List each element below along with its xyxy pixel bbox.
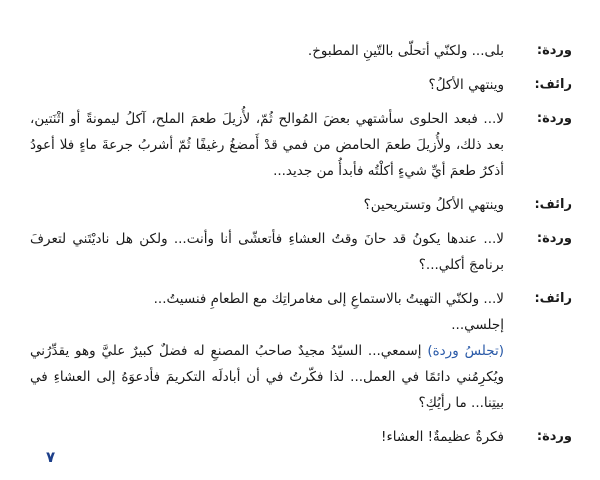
speaker-label: رائف: (534, 77, 572, 92)
dialogue-line (30, 286, 572, 416)
dialogue-line (30, 38, 572, 64)
speech-text: لا... ولكنّي التهيتُ بالاستماعِ إلى مغامراتِك مع الطعامِ فنسيتُ... (153, 291, 504, 307)
speech-text: وينتهي الأكلُ؟ (428, 77, 504, 93)
speech-text: فكرةٌ عظيمةٌ! العشاء! (381, 429, 504, 445)
dialogue-line (30, 72, 572, 98)
dialogue-line (30, 226, 572, 278)
speech-block (30, 286, 504, 416)
stage-direction: (تجلسُ وردة) (427, 343, 504, 359)
speech-text-with-stage-direction (30, 338, 504, 416)
speech-text: وينتهي الأكلُ وتستريحين؟ (363, 197, 504, 213)
speech-text: لا... عندها يكونُ قد حانَ وقتُ العشاءِ فأتعشّى أنا وأنت... ولكن هل ناديْتَني لتعرفَ برنامجَ أكلي...؟ (30, 231, 504, 273)
page-number: ٧ (46, 448, 56, 466)
dialogue-line (30, 106, 572, 184)
speech-text: إسمعي... السيّدُ مجيدٌ صاحبُ المصنعِ له فضلٌ كبيرٌ عليَّ وهو يقدِّرُني ويُكرِمُني دائمًا في العمل... لذا فكّرتُ في أن أبادلَه التكريمَ فأدعوَهُ إلى العشاءِ في بيتِنا... ما رأيُكِ؟ (30, 343, 504, 411)
speaker-label: رائف: (534, 291, 572, 306)
speaker-label: وردة: (536, 111, 572, 126)
speaker-label: وردة: (536, 429, 572, 444)
speech-text: بلى... ولكنّي أتحلّى بالتّينِ المطبوخ. (307, 43, 504, 59)
speaker-label: وردة: (536, 43, 572, 58)
speech-text: إجلسي... (451, 317, 504, 333)
speaker-label: رائف: (534, 197, 572, 212)
dialogue-line (30, 424, 572, 450)
dialogue-line (30, 192, 572, 218)
speaker-label: وردة: (536, 231, 572, 246)
speech-text: لا... فبعد الحلوى سأشتهي بعضَ المُوالح ثُمّ، لأُزيلَ طعمَ الملح، آكلُ ليمونةً أو اثْنَتين، بعد ذلك، ولأُزيلَ طعمَ الحامض من فمي قدْ أَمضغُ رغيفًا ثُمّ أشربُ جرعةَ ماءٍ فلا أعودُ أذكرُ طعمَ أيِّ شيءٍ أكلْتُه فأبدأُ من جديد... (30, 111, 504, 179)
script-page (30, 38, 572, 458)
